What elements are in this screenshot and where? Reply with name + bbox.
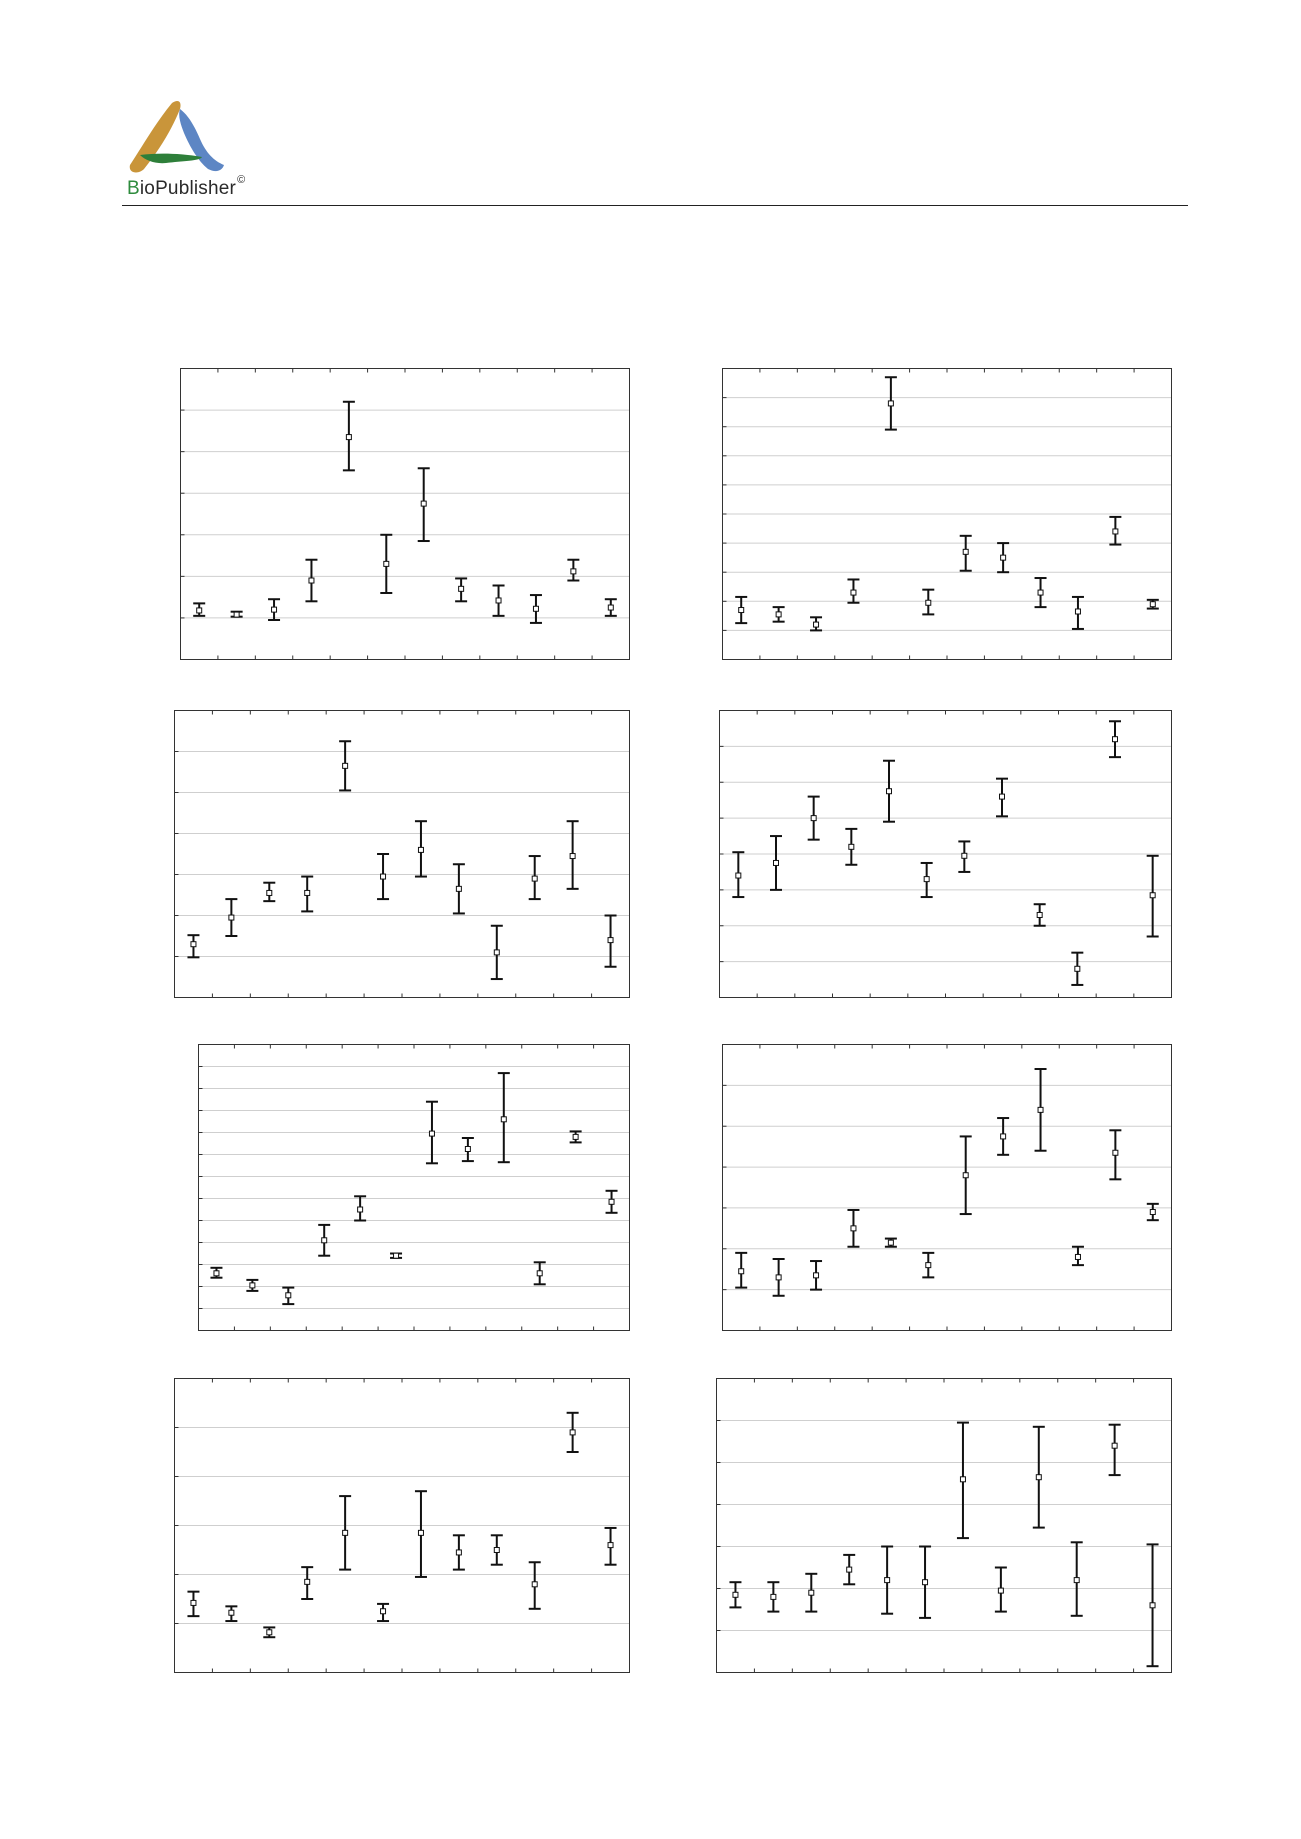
mean-marker bbox=[381, 1609, 386, 1614]
data-point bbox=[418, 468, 430, 541]
data-point bbox=[193, 603, 205, 615]
data-point bbox=[997, 543, 1009, 572]
mean-marker bbox=[421, 501, 426, 506]
chart-panel-3 bbox=[174, 710, 630, 998]
data-point bbox=[453, 864, 465, 913]
data-point bbox=[225, 1606, 237, 1621]
data-point bbox=[390, 1253, 402, 1258]
data-point bbox=[843, 1555, 855, 1584]
mean-marker bbox=[1075, 966, 1080, 971]
data-point bbox=[957, 1423, 969, 1539]
mean-marker bbox=[887, 789, 892, 794]
data-point bbox=[1071, 1542, 1083, 1616]
mean-marker bbox=[229, 915, 234, 920]
chart-panel-2 bbox=[722, 368, 1172, 660]
data-point bbox=[354, 1196, 366, 1220]
data-point bbox=[606, 1191, 618, 1213]
data-point bbox=[883, 761, 895, 822]
mean-marker bbox=[305, 890, 310, 895]
mean-marker bbox=[888, 401, 893, 406]
mean-marker bbox=[1075, 609, 1080, 614]
mean-marker bbox=[229, 1610, 234, 1615]
data-point bbox=[225, 899, 237, 936]
data-point bbox=[301, 1567, 313, 1599]
mean-marker bbox=[998, 1588, 1003, 1593]
data-point bbox=[773, 1259, 785, 1296]
data-point bbox=[885, 377, 897, 429]
chart-panel-6 bbox=[722, 1044, 1172, 1331]
mean-marker bbox=[608, 605, 613, 610]
data-point bbox=[415, 821, 427, 876]
mean-marker bbox=[849, 844, 854, 849]
data-point bbox=[567, 560, 579, 581]
data-point bbox=[958, 841, 970, 871]
mean-marker bbox=[1075, 1254, 1080, 1259]
mean-marker bbox=[1150, 893, 1155, 898]
mean-marker bbox=[609, 1199, 614, 1204]
mean-marker bbox=[570, 854, 575, 859]
mean-marker bbox=[465, 1147, 470, 1152]
data-point bbox=[263, 883, 275, 901]
mean-marker bbox=[885, 1578, 890, 1583]
mean-marker bbox=[570, 1430, 575, 1435]
data-point bbox=[455, 578, 467, 601]
mean-marker bbox=[267, 890, 272, 895]
mean-marker bbox=[250, 1283, 255, 1288]
mean-marker bbox=[851, 1226, 856, 1231]
mean-marker bbox=[847, 1567, 852, 1572]
data-point bbox=[605, 916, 617, 967]
mean-marker bbox=[1038, 1107, 1043, 1112]
data-point bbox=[1147, 1544, 1159, 1666]
data-point bbox=[922, 1253, 934, 1278]
data-point bbox=[1147, 1204, 1159, 1220]
mean-marker bbox=[381, 874, 386, 879]
mean-marker bbox=[1001, 555, 1006, 560]
data-point bbox=[995, 1568, 1007, 1612]
data-point bbox=[773, 607, 785, 622]
mean-marker bbox=[571, 569, 576, 574]
mean-marker bbox=[214, 1271, 219, 1276]
mean-marker bbox=[456, 1550, 461, 1555]
data-point bbox=[1034, 904, 1046, 926]
data-point bbox=[847, 579, 859, 602]
mean-marker bbox=[197, 608, 202, 613]
mean-marker bbox=[1074, 1578, 1079, 1583]
mean-marker bbox=[963, 1173, 968, 1178]
mean-marker bbox=[960, 1477, 965, 1482]
data-point bbox=[729, 1582, 741, 1607]
data-point bbox=[210, 1268, 222, 1278]
data-point bbox=[567, 821, 579, 889]
mean-marker bbox=[459, 586, 464, 591]
data-point bbox=[301, 877, 313, 912]
mean-marker bbox=[494, 1548, 499, 1553]
data-point bbox=[415, 1491, 427, 1577]
mean-marker bbox=[1150, 602, 1155, 607]
mean-marker bbox=[923, 1580, 928, 1585]
data-point bbox=[246, 1280, 258, 1291]
mean-marker bbox=[429, 1131, 434, 1136]
chart-panel-4 bbox=[719, 710, 1172, 998]
data-point bbox=[380, 535, 392, 593]
mean-marker bbox=[814, 622, 819, 627]
mean-marker bbox=[456, 886, 461, 891]
data-point bbox=[921, 863, 933, 897]
data-point bbox=[263, 1627, 275, 1637]
chart-panel-5 bbox=[198, 1044, 630, 1331]
mean-marker bbox=[496, 598, 501, 603]
data-point bbox=[996, 779, 1008, 817]
mean-marker bbox=[739, 1269, 744, 1274]
mean-marker bbox=[811, 816, 816, 821]
mean-marker bbox=[926, 1263, 931, 1268]
data-point bbox=[567, 1413, 579, 1452]
mean-marker bbox=[888, 1240, 893, 1245]
data-point bbox=[1035, 578, 1047, 607]
mean-marker bbox=[962, 853, 967, 858]
mean-marker bbox=[771, 1594, 776, 1599]
data-point bbox=[187, 1592, 199, 1617]
data-point bbox=[187, 935, 199, 957]
data-point bbox=[810, 617, 822, 630]
data-point bbox=[1109, 517, 1121, 545]
data-point bbox=[339, 1496, 351, 1570]
data-point bbox=[1071, 953, 1083, 985]
mean-marker bbox=[191, 942, 196, 947]
copyright-mark: © bbox=[237, 174, 246, 186]
plot-frame bbox=[181, 369, 630, 660]
mean-marker bbox=[532, 876, 537, 881]
data-point bbox=[881, 1547, 893, 1614]
data-point bbox=[491, 926, 503, 979]
data-point bbox=[997, 1118, 1009, 1155]
data-point bbox=[377, 854, 389, 899]
mean-marker bbox=[809, 1590, 814, 1595]
mean-marker bbox=[926, 600, 931, 605]
data-point bbox=[498, 1073, 510, 1162]
data-point bbox=[491, 1535, 503, 1564]
mean-marker bbox=[343, 763, 348, 768]
data-point bbox=[810, 1261, 822, 1290]
data-point bbox=[770, 836, 782, 890]
data-point bbox=[268, 599, 280, 620]
data-point bbox=[529, 856, 541, 899]
data-point bbox=[960, 1136, 972, 1214]
mean-marker bbox=[776, 1275, 781, 1280]
mean-marker bbox=[736, 873, 741, 878]
mean-marker bbox=[533, 606, 538, 611]
data-point bbox=[960, 536, 972, 571]
mean-marker bbox=[305, 1579, 310, 1584]
publisher-name bbox=[127, 174, 246, 200]
publisher-name-initial: B bbox=[127, 178, 140, 199]
data-point bbox=[282, 1288, 294, 1305]
mean-marker bbox=[739, 608, 744, 613]
mean-marker bbox=[394, 1253, 399, 1258]
data-point bbox=[453, 1535, 465, 1569]
mean-marker bbox=[814, 1273, 819, 1278]
mean-marker bbox=[924, 877, 929, 882]
data-point bbox=[339, 741, 351, 790]
data-point bbox=[1072, 1247, 1084, 1265]
data-point bbox=[847, 1210, 859, 1247]
data-point bbox=[231, 612, 243, 617]
mean-marker bbox=[608, 938, 613, 943]
mean-marker bbox=[1000, 794, 1005, 799]
mean-marker bbox=[494, 950, 499, 955]
mean-marker bbox=[573, 1134, 578, 1139]
data-point bbox=[1035, 1069, 1047, 1151]
mean-marker bbox=[1001, 1134, 1006, 1139]
data-point bbox=[318, 1225, 330, 1256]
plot-frame bbox=[175, 711, 630, 998]
data-point bbox=[530, 595, 542, 623]
data-point bbox=[767, 1582, 779, 1611]
mean-marker bbox=[191, 1600, 196, 1605]
data-point bbox=[922, 590, 934, 615]
mean-marker bbox=[343, 1530, 348, 1535]
header-rule bbox=[122, 205, 1188, 206]
data-point bbox=[1033, 1427, 1045, 1528]
data-point bbox=[343, 402, 355, 471]
mean-marker bbox=[1150, 1210, 1155, 1215]
mean-marker bbox=[322, 1238, 327, 1243]
plot-frame bbox=[723, 1045, 1172, 1331]
data-point bbox=[605, 1528, 617, 1565]
mean-marker bbox=[267, 1630, 272, 1635]
mean-marker bbox=[733, 1592, 738, 1597]
chart-panel-7 bbox=[174, 1378, 630, 1673]
data-point bbox=[735, 1253, 747, 1288]
mean-marker bbox=[963, 549, 968, 554]
mean-marker bbox=[851, 590, 856, 595]
publisher-name-rest: ioPublisher bbox=[139, 178, 237, 199]
mean-marker bbox=[537, 1271, 542, 1276]
mean-marker bbox=[1113, 1150, 1118, 1155]
data-point bbox=[805, 1574, 817, 1612]
plot-frame bbox=[199, 1045, 630, 1331]
data-point bbox=[377, 1604, 389, 1621]
data-point bbox=[845, 829, 857, 865]
mean-marker bbox=[1036, 1475, 1041, 1480]
data-point bbox=[493, 586, 505, 616]
mean-marker bbox=[1112, 1443, 1117, 1448]
data-point bbox=[529, 1562, 541, 1609]
data-point bbox=[919, 1547, 931, 1618]
plot-frame bbox=[717, 1379, 1172, 1673]
mean-marker bbox=[272, 607, 277, 612]
data-point bbox=[305, 560, 317, 602]
mean-marker bbox=[608, 1543, 613, 1548]
chart-panel-8 bbox=[716, 1378, 1172, 1673]
mean-marker bbox=[1113, 529, 1118, 534]
mean-marker bbox=[418, 1530, 423, 1535]
mean-marker bbox=[532, 1582, 537, 1587]
mean-marker bbox=[358, 1207, 363, 1212]
mean-marker bbox=[1038, 590, 1043, 595]
data-point bbox=[1109, 721, 1121, 757]
mean-marker bbox=[346, 435, 351, 440]
mean-marker bbox=[1150, 1603, 1155, 1608]
data-point bbox=[534, 1262, 546, 1284]
data-point bbox=[570, 1131, 582, 1142]
chart-panel-1 bbox=[180, 368, 630, 660]
data-point bbox=[462, 1138, 474, 1161]
mean-marker bbox=[286, 1293, 291, 1298]
mean-marker bbox=[234, 612, 239, 617]
mean-marker bbox=[501, 1117, 506, 1122]
data-point bbox=[885, 1239, 897, 1247]
data-point bbox=[605, 599, 617, 616]
mean-marker bbox=[776, 612, 781, 617]
data-point bbox=[1147, 856, 1159, 937]
mean-marker bbox=[1113, 737, 1118, 742]
logo-blue-shape bbox=[179, 109, 224, 171]
mean-marker bbox=[309, 578, 314, 583]
mean-marker bbox=[384, 561, 389, 566]
data-point bbox=[1109, 1130, 1121, 1179]
mean-marker bbox=[774, 860, 779, 865]
data-point bbox=[1109, 1425, 1121, 1475]
mean-marker bbox=[418, 847, 423, 852]
mean-marker bbox=[1037, 912, 1042, 917]
